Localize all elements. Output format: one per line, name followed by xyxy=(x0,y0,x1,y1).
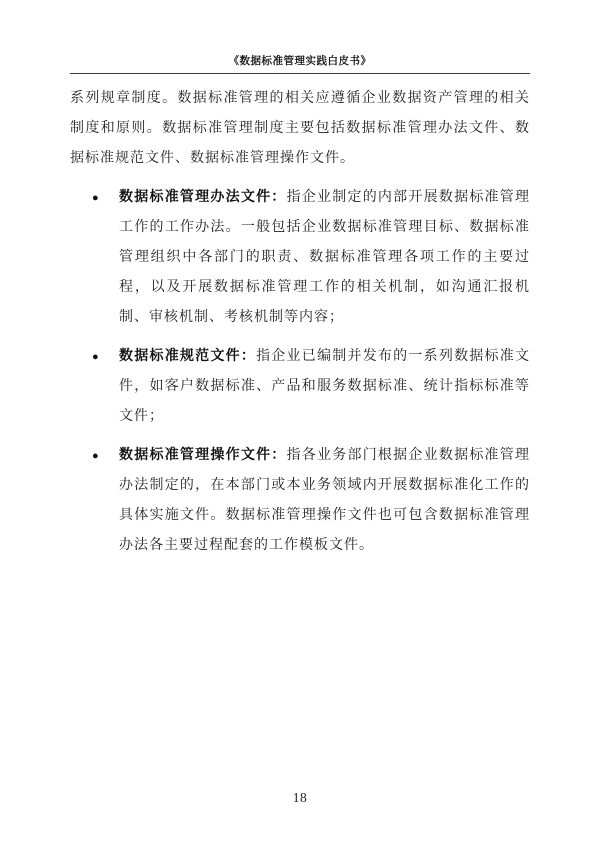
bullet-term-label: 数据标准管理操作文件： xyxy=(119,448,287,463)
page-number: 18 xyxy=(292,790,308,805)
bullet-definition-text: 指各业务部门根据企业数据标准管理办法制定的，在本部门或本业务领域内开展数据标准化工作的具体实施文件。数据标准管理操作文件也可包含数据标准管理办法各主要过程配套的工作模板文件。 xyxy=(119,448,531,553)
bullet-definition-text: 指企业制定的内部开展数据标准管理工作的工作办法。一般包括企业数据标准管理目标、数据标准管理组织中各部门的职责、数据标准管理各项工作的主要过程，以及开展数据标准管理工作的相关机制，如沟通汇报机制、审核机制、考核机制等内容； xyxy=(119,190,531,325)
bullet-icon: ● xyxy=(92,450,99,462)
bullet-definition-text: 指企业已编制并发布的一系列数据标准文件，如客户数据标准、产品和服务数据标准、统计指标标准等文件； xyxy=(119,349,531,424)
intro-paragraph: 系列规章制度。数据标准管理的相关应遵循企业数据资产管理的相关制度和原则。数据标准管理制度主要包括数据标准管理办法文件、数据标准规范文件、数据标准管理操作文件。 xyxy=(70,91,530,166)
running-header-title: 《数据标准管理实践白皮书》 xyxy=(228,56,372,67)
page-body xyxy=(70,84,530,561)
bullet-icon: ● xyxy=(92,192,99,204)
bullet-icon: ● xyxy=(92,351,99,363)
running-header xyxy=(70,53,530,74)
list-item xyxy=(70,441,530,561)
bullet-term-label: 数据标准规范文件： xyxy=(119,349,257,364)
list-item xyxy=(70,342,530,432)
bullet-list xyxy=(70,183,530,561)
bullet-term-label: 数据标准管理办法文件： xyxy=(119,190,287,205)
list-item xyxy=(70,183,530,333)
